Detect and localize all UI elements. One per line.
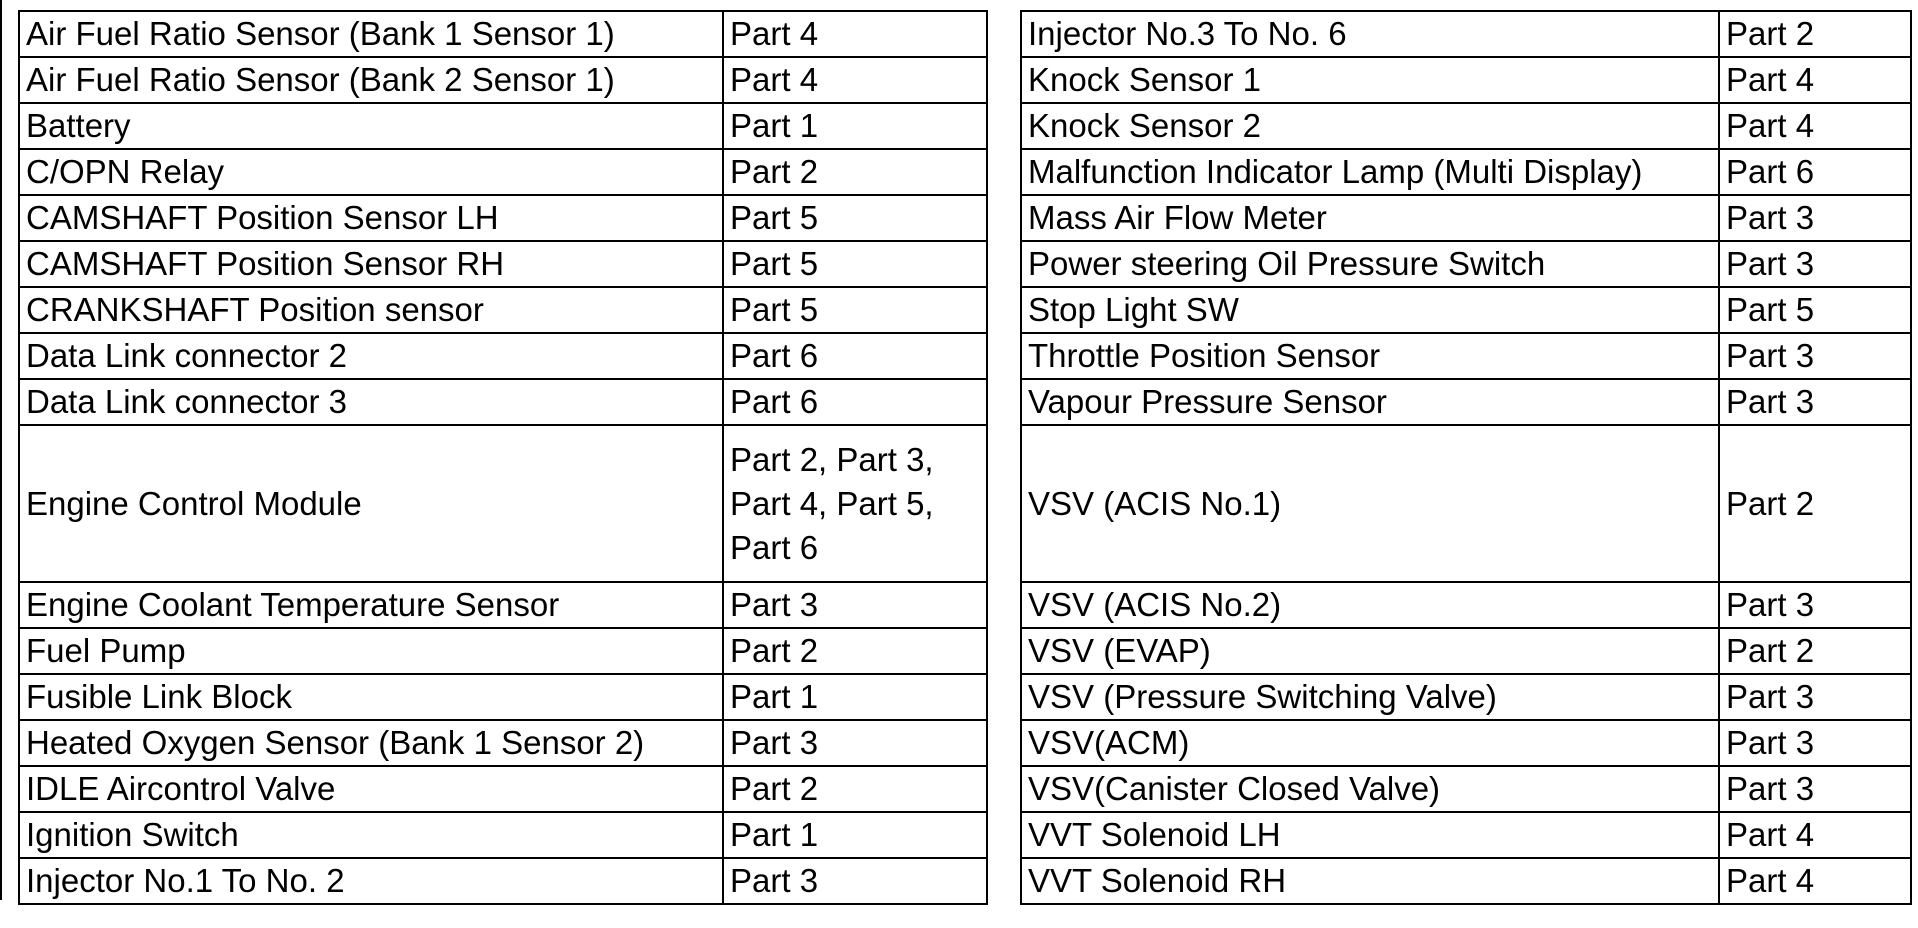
part-location: Part 3 [1719, 766, 1911, 812]
part-location: Part 4 [723, 11, 987, 57]
table-row [1021, 379, 1911, 425]
component-name: Data Link connector 3 [19, 379, 723, 425]
component-name: Throttle Position Sensor [1021, 333, 1719, 379]
table-row [1021, 11, 1911, 57]
component-name: VSV (ACIS No.2) [1021, 582, 1719, 628]
part-location: Part 5 [723, 287, 987, 333]
part-location: Part 6 [723, 333, 987, 379]
table-row [1021, 149, 1911, 195]
table-row [19, 379, 987, 425]
table-row [19, 241, 987, 287]
part-location: Part 4 [723, 57, 987, 103]
table-row [19, 720, 987, 766]
component-name: Ignition Switch [19, 812, 723, 858]
part-location: Part 3 [1719, 333, 1911, 379]
component-name: Knock Sensor 1 [1021, 57, 1719, 103]
component-name: VSV (EVAP) [1021, 628, 1719, 674]
page-edge-line [0, 0, 2, 900]
table-row [1021, 57, 1911, 103]
table-row [1021, 674, 1911, 720]
component-location-table-left [18, 10, 988, 905]
component-name: Engine Control Module [19, 425, 723, 582]
part-location: Part 4 [1719, 103, 1911, 149]
table-row [1021, 287, 1911, 333]
component-name: VVT Solenoid RH [1021, 858, 1719, 904]
part-location: Part 3 [723, 582, 987, 628]
table-row [19, 582, 987, 628]
part-location: Part 6 [723, 379, 987, 425]
table-row [1021, 425, 1911, 582]
part-location: Part 2 [723, 766, 987, 812]
table-row [19, 103, 987, 149]
table-row [19, 674, 987, 720]
table-row [1021, 333, 1911, 379]
table-row [19, 766, 987, 812]
part-location: Part 2 [1719, 628, 1911, 674]
part-location: Part 2, Part 3, Part 4, Part 5, Part 6 [723, 425, 987, 582]
part-location: Part 2 [723, 149, 987, 195]
component-name: Injector No.1 To No. 2 [19, 858, 723, 904]
part-location: Part 3 [1719, 379, 1911, 425]
part-location: Part 2 [723, 628, 987, 674]
component-name: Injector No.3 To No. 6 [1021, 11, 1719, 57]
part-location: Part 3 [1719, 582, 1911, 628]
component-name: Data Link connector 2 [19, 333, 723, 379]
part-location: Part 6 [1719, 149, 1911, 195]
table-row [1021, 720, 1911, 766]
table-row [19, 333, 987, 379]
table-row [19, 149, 987, 195]
component-name: Stop Light SW [1021, 287, 1719, 333]
component-name: Knock Sensor 2 [1021, 103, 1719, 149]
component-location-table-right [1020, 10, 1912, 905]
component-name: Battery [19, 103, 723, 149]
table-row [1021, 766, 1911, 812]
table-row [19, 57, 987, 103]
table-row [19, 425, 987, 582]
part-location: Part 3 [723, 720, 987, 766]
component-name: Engine Coolant Temperature Sensor [19, 582, 723, 628]
table-row [1021, 812, 1911, 858]
component-name: VSV(ACM) [1021, 720, 1719, 766]
table-row [19, 11, 987, 57]
component-name: Vapour Pressure Sensor [1021, 379, 1719, 425]
component-name: VVT Solenoid LH [1021, 812, 1719, 858]
part-location: Part 4 [1719, 858, 1911, 904]
component-name: CRANKSHAFT Position sensor [19, 287, 723, 333]
table-row [19, 287, 987, 333]
part-location: Part 5 [723, 195, 987, 241]
component-name: C/OPN Relay [19, 149, 723, 195]
part-location: Part 3 [1719, 241, 1911, 287]
table-row [19, 628, 987, 674]
part-location: Part 3 [1719, 674, 1911, 720]
component-name: VSV(Canister Closed Valve) [1021, 766, 1719, 812]
table-row [1021, 858, 1911, 904]
table-row [1021, 103, 1911, 149]
component-name: Fusible Link Block [19, 674, 723, 720]
table-row [1021, 582, 1911, 628]
part-location: Part 4 [1719, 812, 1911, 858]
table-row [1021, 628, 1911, 674]
part-location: Part 1 [723, 674, 987, 720]
component-name: Fuel Pump [19, 628, 723, 674]
component-name: Mass Air Flow Meter [1021, 195, 1719, 241]
component-name: Malfunction Indicator Lamp (Multi Display) [1021, 149, 1719, 195]
component-name: IDLE Aircontrol Valve [19, 766, 723, 812]
component-name: VSV (Pressure Switching Valve) [1021, 674, 1719, 720]
part-location: Part 3 [723, 858, 987, 904]
part-location: Part 5 [1719, 287, 1911, 333]
component-name: CAMSHAFT Position Sensor RH [19, 241, 723, 287]
table-row [1021, 241, 1911, 287]
table-row [19, 858, 987, 904]
component-name: Air Fuel Ratio Sensor (Bank 1 Sensor 1) [19, 11, 723, 57]
part-location: Part 3 [1719, 720, 1911, 766]
table-row [19, 812, 987, 858]
component-name: CAMSHAFT Position Sensor LH [19, 195, 723, 241]
part-location: Part 3 [1719, 195, 1911, 241]
part-location: Part 1 [723, 812, 987, 858]
part-location: Part 5 [723, 241, 987, 287]
table-row [19, 195, 987, 241]
part-location: Part 4 [1719, 57, 1911, 103]
component-name: Air Fuel Ratio Sensor (Bank 2 Sensor 1) [19, 57, 723, 103]
part-location: Part 2 [1719, 425, 1911, 582]
part-location: Part 2 [1719, 11, 1911, 57]
part-location: Part 1 [723, 103, 987, 149]
component-name: Heated Oxygen Sensor (Bank 1 Sensor 2) [19, 720, 723, 766]
table-row [1021, 195, 1911, 241]
component-name: Power steering Oil Pressure Switch [1021, 241, 1719, 287]
component-name: VSV (ACIS No.1) [1021, 425, 1719, 582]
